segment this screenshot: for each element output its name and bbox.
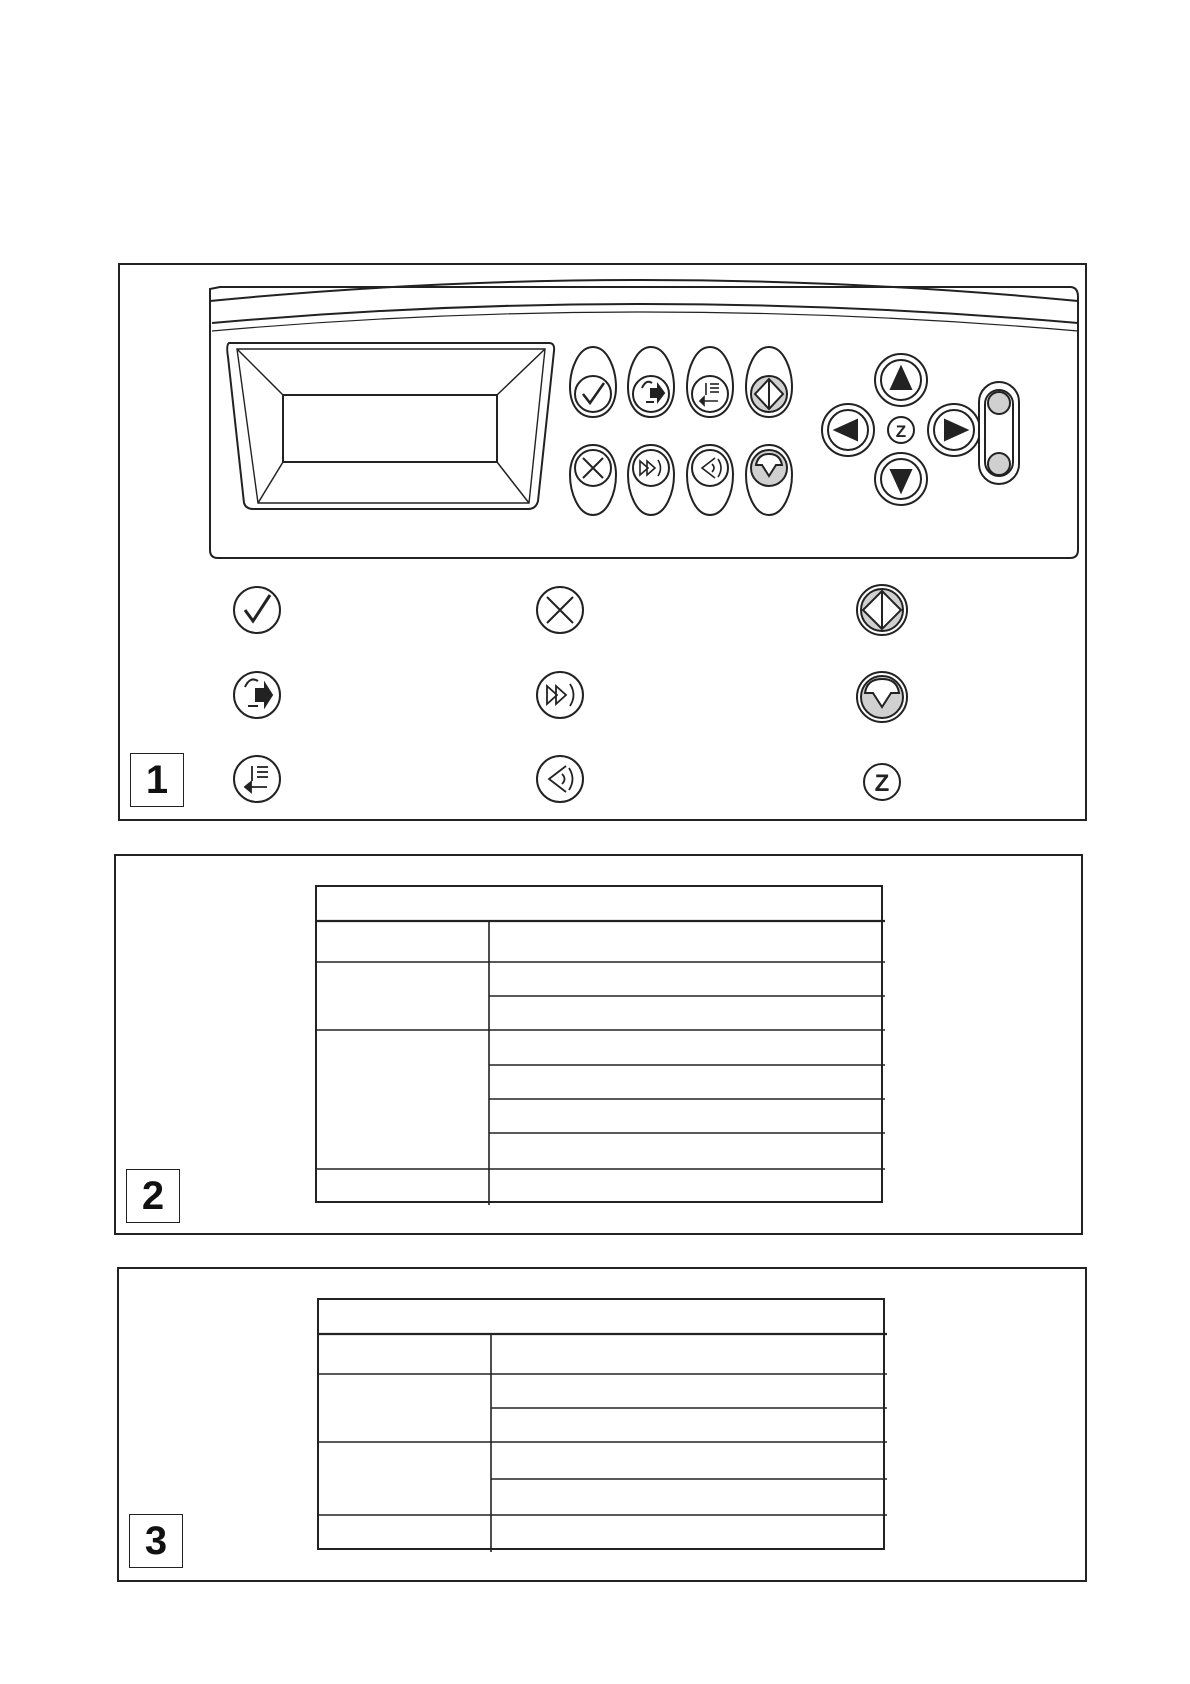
key-stop[interactable]: [746, 445, 792, 515]
figure-label-2: 2: [126, 1169, 180, 1223]
display-bezel: [227, 343, 554, 509]
figure-2-table: [114, 854, 1083, 1235]
key-menu[interactable]: [687, 347, 733, 417]
center-z-button[interactable]: [888, 417, 914, 443]
arrow-right-button[interactable]: [928, 404, 980, 456]
table-3: [317, 1298, 885, 1550]
legend-ok-icon: [234, 587, 280, 633]
key-exit[interactable]: [628, 347, 674, 417]
figure-1-control-panel: [118, 263, 1087, 821]
rocker-upper-button[interactable]: [988, 392, 1010, 414]
legend-z-letter: Z: [874, 770, 890, 797]
figure-label-1: 1: [130, 753, 184, 807]
key-ok[interactable]: [570, 347, 616, 417]
legend-start-icon: [857, 585, 907, 635]
legend-stop-icon: [857, 672, 907, 722]
center-key-letter: Z: [895, 422, 907, 441]
rocker-lower-button[interactable]: [988, 453, 1010, 475]
table-3-grid: [319, 1300, 887, 1552]
key-cancel[interactable]: [570, 445, 616, 515]
arrow-left-button[interactable]: [822, 404, 874, 456]
key-start[interactable]: [746, 347, 792, 417]
table-2-grid: [317, 887, 885, 1205]
arrow-up-button[interactable]: [875, 354, 927, 406]
up-down-rocker[interactable]: [979, 382, 1019, 484]
legend-back-icon: [537, 756, 583, 802]
legend-exit-icon: [234, 672, 280, 718]
control-panel-drawing: [120, 265, 1089, 823]
table-2: [315, 885, 883, 1203]
display-screen: [283, 395, 497, 462]
arrow-down-button[interactable]: [875, 453, 927, 505]
legend-next-icon: [537, 672, 583, 718]
housing-top-curve: [210, 280, 1078, 301]
housing-bevel-line: [212, 304, 1078, 323]
figure-3-table: [117, 1267, 1087, 1582]
housing-bevel-line-2: [212, 312, 1078, 331]
legend-cancel-icon: [537, 587, 583, 633]
legend-menu-icon: [234, 756, 280, 802]
legend-z-icon: [864, 764, 900, 800]
figure-label-3: 3: [129, 1514, 183, 1568]
key-next[interactable]: [628, 445, 674, 515]
key-back[interactable]: [687, 445, 733, 515]
